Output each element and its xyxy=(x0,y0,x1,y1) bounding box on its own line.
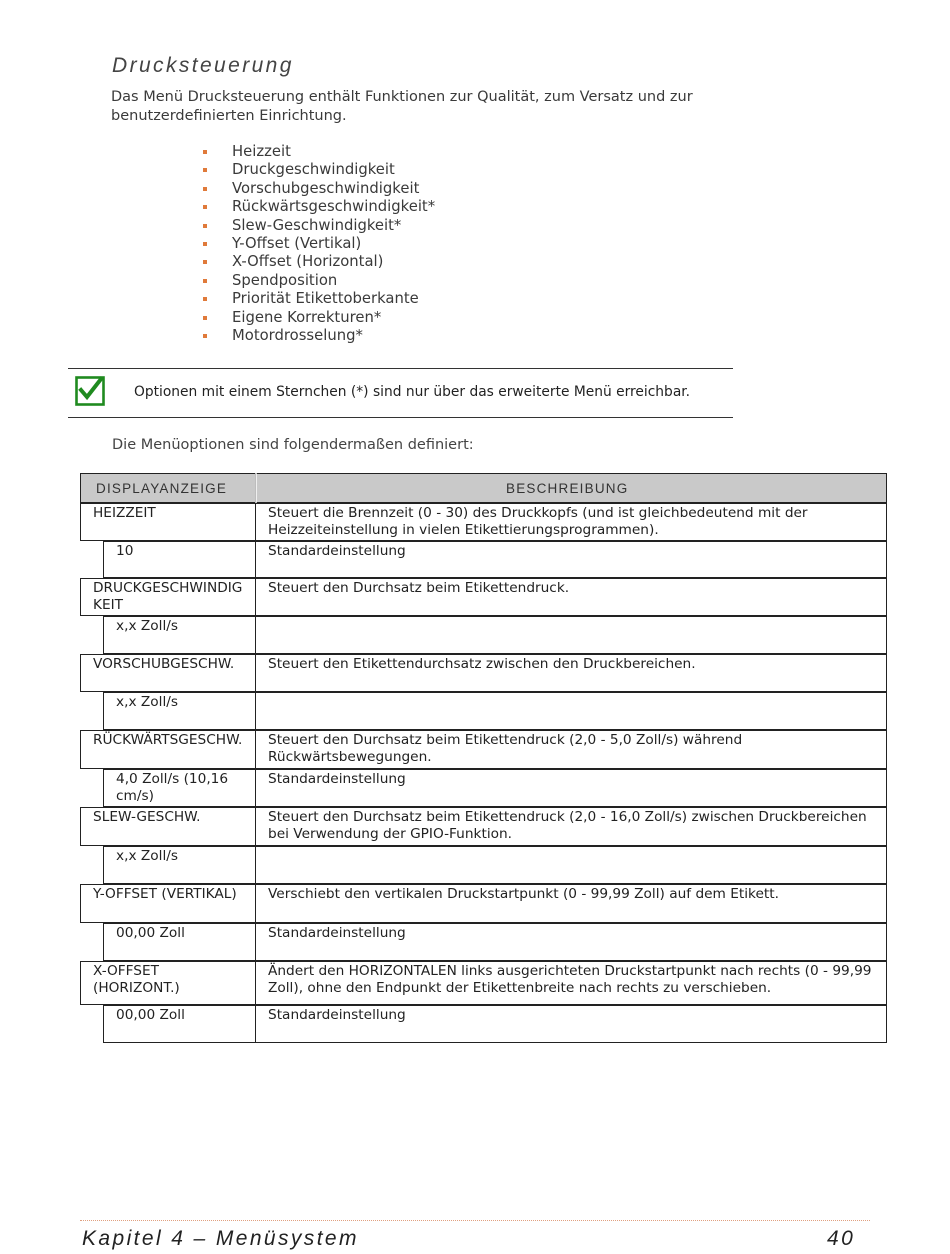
checkmark-box-icon xyxy=(75,376,105,406)
table-intro: Die Menüoptionen sind folgendermaßen definiert: xyxy=(112,437,474,453)
note-text: Optionen mit einem Sternchen (*) sind nur über das erweiterte Menü erreichbar. xyxy=(134,384,691,400)
table-header-row xyxy=(80,473,887,503)
bullet-square-icon xyxy=(203,242,207,246)
bullet-square-icon xyxy=(203,297,207,301)
bullet-square-icon xyxy=(203,316,207,320)
table-row xyxy=(80,692,887,730)
section-intro: Das Menü Drucksteuerung enthält Funktionen zur Qualität, zum Versatz und zur benutzerdefinierten Einrichtung. xyxy=(111,89,693,124)
row-display-value: DRUCKGESCHWINDIGKEIT xyxy=(93,580,243,613)
table-row xyxy=(80,616,887,654)
table-row xyxy=(80,846,887,884)
row-display-value: HEIZZEIT xyxy=(93,505,156,521)
bullet-square-icon xyxy=(203,168,207,172)
footer-chapter: Kapitel 4 – Menüsystem xyxy=(82,1227,359,1250)
row-default-value: 00,00 Zoll xyxy=(116,925,185,941)
table-row xyxy=(80,730,887,769)
row-default-value: x,x Zoll/s xyxy=(116,694,179,710)
table-row xyxy=(80,807,887,846)
row-description: Verschiebt den vertikalen Druckstartpunkt (0 - 99,99 Zoll) auf dem Etikett. xyxy=(268,886,780,902)
row-description: Steuert den Durchsatz beim Etikettendruck (2,0 - 16,0 Zoll/s) zwischen Druckbereichen bei Verwendung der GPIO-Funktion. xyxy=(268,809,867,842)
row-description: Steuert den Etikettendurchsatz zwischen den Druckbereichen. xyxy=(268,656,696,672)
row-description: Steuert den Durchsatz beim Etikettendruck (2,0 - 5,0 Zoll/s) während Rückwärtsbewegungen. xyxy=(268,732,743,765)
column-header-description: BESCHREIBUNG xyxy=(506,481,629,496)
bullet-square-icon xyxy=(203,150,207,154)
bullet-square-icon xyxy=(203,187,207,191)
table-row xyxy=(80,1005,887,1043)
row-default-value: x,x Zoll/s xyxy=(116,618,179,634)
row-display-value: Y-OFFSET (VERTIKAL) xyxy=(93,886,237,902)
note-top-rule xyxy=(68,368,733,369)
table-row xyxy=(80,884,887,923)
note-bottom-rule xyxy=(68,417,733,418)
table-row xyxy=(80,923,887,961)
row-description: Steuert die Brennzeit (0 - 30) des Druckkopfs (und ist gleichbedeutend mit der Heizzeiteinstellung in vielen Etikettierungsprogrammen). xyxy=(268,505,808,538)
row-display-value: VORSCHUBGESCHW. xyxy=(93,656,235,672)
row-default-value: 10 xyxy=(116,543,134,559)
row-display-value: SLEW-GESCHW. xyxy=(93,809,201,825)
row-default-value: x,x Zoll/s xyxy=(116,848,179,864)
section-title: Drucksteuerung xyxy=(112,54,294,77)
bullet-square-icon xyxy=(203,260,207,264)
footer-page-number: 40 xyxy=(827,1227,856,1250)
bullet-square-icon xyxy=(203,334,207,338)
row-description: Ändert den HORIZONTALEN links ausgerichteten Druckstartpunkt nach rechts (0 - 99,99 Zoll), ohne den Endpunkt der Etikettenbreite nach rechts zu verschieben. xyxy=(268,963,872,996)
row-display-value: X-OFFSET (HORIZONT.) xyxy=(93,963,180,996)
row-description: Standardeinstellung xyxy=(268,1007,406,1023)
row-description: Standardeinstellung xyxy=(268,771,406,787)
column-header-display: DISPLAYANZEIGE xyxy=(96,481,228,496)
bullet-square-icon xyxy=(203,279,207,283)
row-description: Standardeinstellung xyxy=(268,543,406,559)
row-description: Standardeinstellung xyxy=(268,925,406,941)
footer-rule xyxy=(80,1220,870,1221)
table-row xyxy=(80,654,887,692)
row-default-value: 00,00 Zoll xyxy=(116,1007,185,1023)
bullet-square-icon xyxy=(203,224,207,228)
bullet-square-icon xyxy=(203,205,207,209)
table-row xyxy=(80,961,887,1005)
table-row xyxy=(80,503,887,541)
row-default-value: 4,0 Zoll/s (10,16 cm/s) xyxy=(116,771,229,804)
row-description: Steuert den Durchsatz beim Etikettendruck. xyxy=(268,580,570,596)
row-display-value: RÜCKWÄRTSGESCHW. xyxy=(93,732,243,748)
table-row xyxy=(80,578,887,616)
table-row xyxy=(80,541,887,578)
table-row xyxy=(80,769,887,807)
